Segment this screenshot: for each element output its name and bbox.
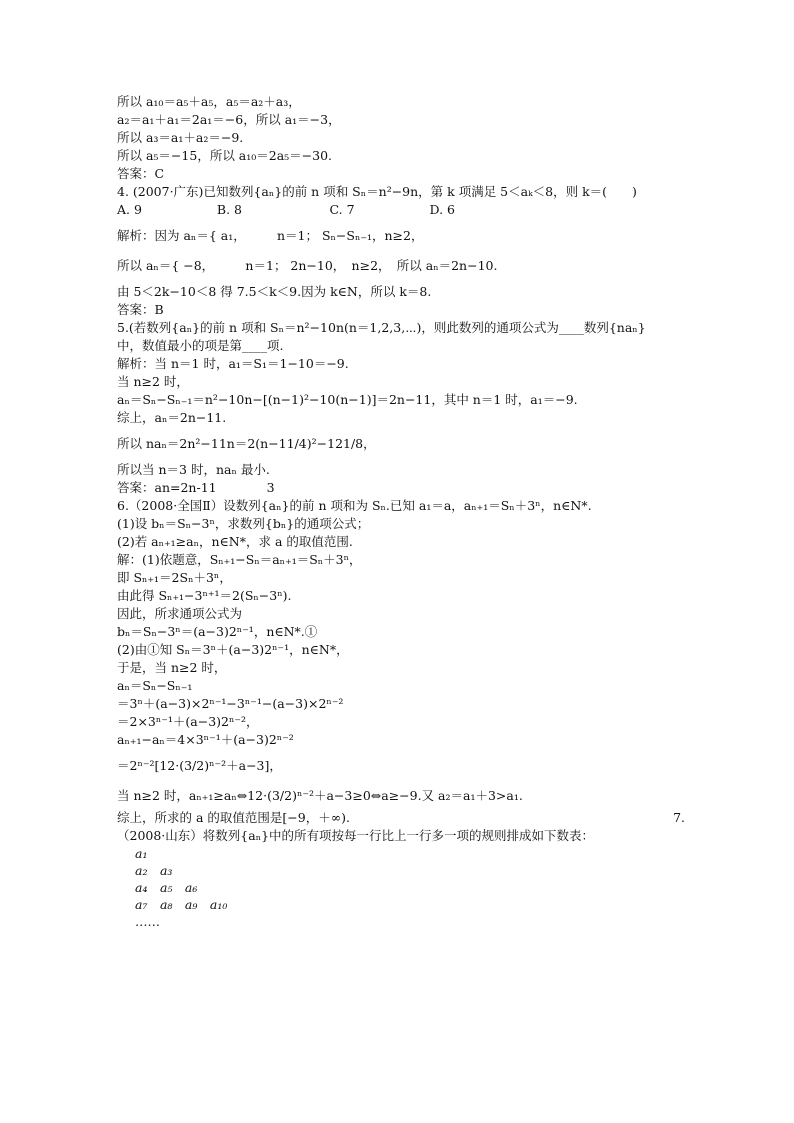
text-line: ＝3ⁿ＋(a−3)×2ⁿ⁻¹−3ⁿ⁻¹−(a−3)×2ⁿ⁻² [117,696,344,711]
problem-7-number: 7. [673,810,685,825]
answer-line: 答案：an=2n-11 3 [117,480,275,495]
answer-line: 答案：B [117,302,164,317]
text-line: aₙ＝Sₙ−Sₙ₋₁＝n²−10n−[(n−1)²−10(n−1)]＝2n−11，其中 n＝1 时，a₁＝−9. [117,392,578,407]
text-line: 解：(1)依题意，Sₙ₊₁−Sₙ＝aₙ₊₁＝Sₙ＋3ⁿ， [117,552,362,567]
text-line: 由 5＜2k−10＜8 得 7.5＜k＜9.因为 k∈N，所以 k＝8. [117,284,432,299]
text-line: 解析：当 n＝1 时，a₁＝S₁＝1−10＝−9. [117,356,349,371]
problem-6-statement: 6.（2008·全国Ⅱ）设数列{aₙ}的前 n 项和为 Sₙ.已知 a₁＝a，aₙ₊₁＝Sₙ＋3ⁿ，n∈N*. [117,498,592,513]
table-row: a₁ [135,846,148,861]
formula-line: ＝2ⁿ⁻²[12·(3/2)ⁿ⁻²＋a−3]， [117,758,282,773]
table-row: …… [135,914,160,929]
conclusion-line [117,809,685,827]
text-line: (2)若 aₙ₊₁≥aₙ，n∈N*，求 a 的取值范围. [117,534,353,549]
table-row: a₇ a₈ a₉ a₁₀ [135,897,228,912]
sequence-table [135,845,677,930]
text-line: 中，数值最小的项是第____项. [117,338,284,353]
text-line: aₙ＝Sₙ−Sₙ₋₁ [117,678,193,693]
text-line: ＝2×3ⁿ⁻¹＋(a−3)2ⁿ⁻²， [117,714,259,729]
formula-line: 所以 naₙ＝2n²−11n＝2(n−11/4)²−121/8， [117,436,376,451]
text-line: 由此得 Sₙ₊₁−3ⁿ⁺¹＝2(Sₙ−3ⁿ). [117,588,292,603]
formula-line: 当 n≥2 时，aₙ₊₁≥aₙ⇔12·(3/2)ⁿ⁻²＋a−3≥0⇔a≥−9.又 a₂＝a₁＋3>a₁. [117,788,523,803]
problem-4-choices: A. 9 B. 8 C. 7 D. 6 [117,202,456,217]
text-line: 所以 a₁₀＝a₅＋a₅，a₅＝a₂＋a₃， [117,94,301,109]
text-line: 于是，当 n≥2 时， [117,660,227,675]
text-line: aₙ₊₁−aₙ＝4×3ⁿ⁻¹＋(a−3)2ⁿ⁻² [117,732,294,747]
piecewise-line: 所以 aₙ＝{ −8， n＝1； 2n−10， n≥2， 所以 aₙ＝2n−10. [117,258,498,273]
text-line: 综上，aₙ＝2n−11. [117,410,227,425]
text-line: bₙ＝Sₙ−3ⁿ＝(a−3)2ⁿ⁻¹，n∈N*.① [117,624,318,639]
problem-7-statement: （2008·山东）将数列{aₙ}中的所有项按每一行比上一行多一项的规则排成如下数表： [117,828,595,843]
text-line: a₂＝a₁＋a₁＝2a₁＝−6，所以 a₁＝−3， [117,112,341,127]
text-line: 所以 a₃＝a₁＋a₂＝−9. [117,130,244,145]
text-line: 所以当 n＝3 时，naₙ 最小. [117,462,270,477]
document-page [117,93,685,930]
text-line: 所以 a₅＝−15，所以 a₁₀＝2a₅＝−30. [117,148,333,163]
problem-4-statement: 4. (2007·广东)已知数列{aₙ}的前 n 项和 Sₙ＝n²−9n，第 k 项满足 5＜aₖ＜8，则 k＝( ) [117,184,637,199]
text-line: 因此，所求通项公式为 [117,606,243,621]
conclusion-text: 综上，所求的 a 的取值范围是[−9，＋∞). [117,810,350,825]
text-line: 当 n≥2 时， [117,374,189,389]
text-line: (1)设 bₙ＝Sₙ−3ⁿ，求数列{bₙ}的通项公式； [117,516,370,531]
text-line: (2)由①知 Sₙ＝3ⁿ＋(a−3)2ⁿ⁻¹，n∈N*， [117,642,349,657]
answer-line: 答案：C [117,166,165,181]
table-row: a₄ a₅ a₆ [135,880,198,895]
problem-5-statement: 5.(若数列{aₙ}的前 n 项和 Sₙ＝n²−10n(n＝1,2,3,⋯)，则此数列的通项公式为____数列{naₙ} [117,320,646,335]
table-row: a₂ a₃ [135,863,173,878]
piecewise-line: 解析：因为 aₙ＝{ a₁， n＝1； Sₙ−Sₙ₋₁，n≥2， [117,228,424,243]
text-line: 即 Sₙ₊₁＝2Sₙ＋3ⁿ， [117,570,232,585]
